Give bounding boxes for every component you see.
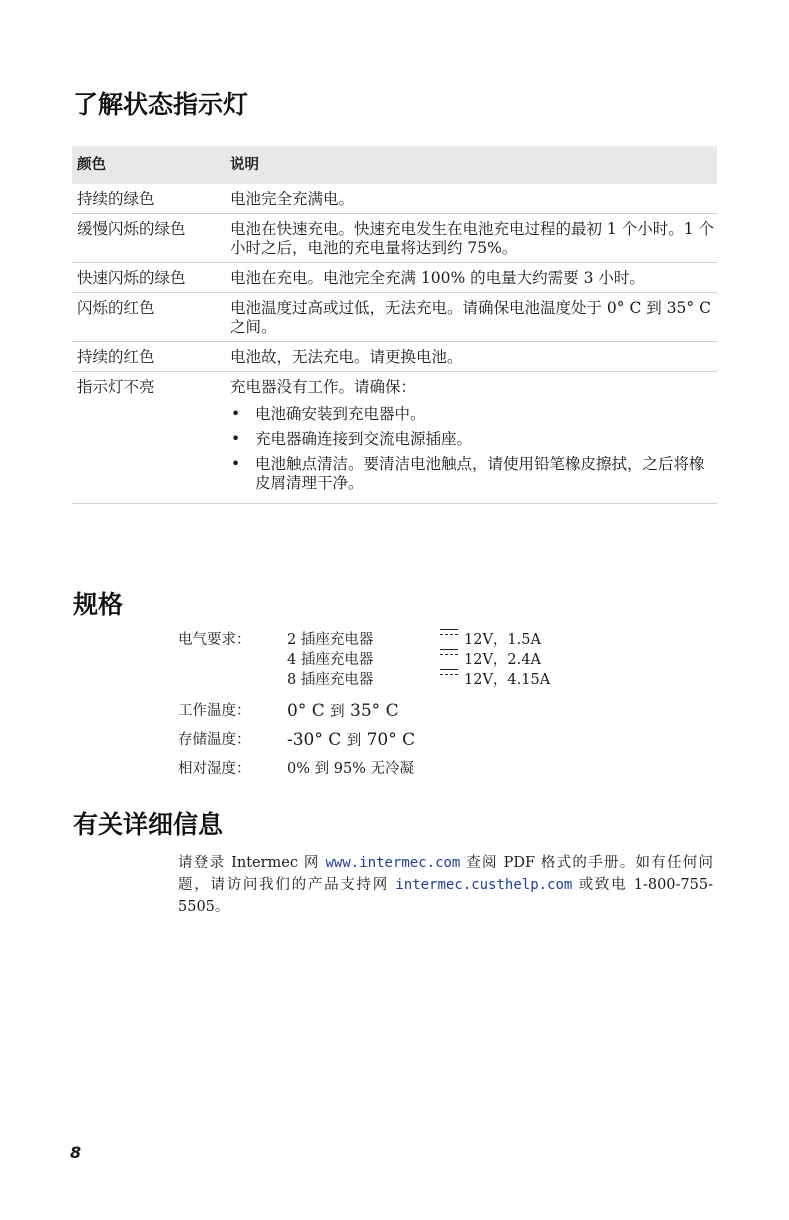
charger-rating: 12V，4.15A <box>464 672 551 688</box>
specs-block <box>178 630 550 779</box>
table-row <box>72 293 717 342</box>
temp-from: -30° C <box>287 730 342 750</box>
temp-to: 35° C <box>350 701 399 721</box>
temp-to-word: 到 <box>330 704 345 720</box>
spec-value: 0% 到 95% 无冷凝 <box>287 761 415 777</box>
spec-label: 相对湿度： <box>178 761 251 777</box>
spec-value <box>287 701 399 722</box>
list-item: • 电池触点清洁。要清洁电池触点，请使用铅笔橡皮擦拭，之后将橡皮屑清理干净。 <box>230 455 717 493</box>
charger-rating: 12V，2.4A <box>464 652 541 668</box>
spec-humidity <box>178 759 550 779</box>
row-description: 电池完全充满电。 <box>225 184 717 214</box>
spec-value <box>287 730 415 751</box>
temp-to-word: 到 <box>346 733 362 749</box>
status-section-title: 了解状态指示灯 <box>73 90 249 119</box>
bullet-list <box>230 405 717 493</box>
dc-current-icon <box>440 649 458 658</box>
info-section-title: 有关详细信息 <box>73 810 224 839</box>
info-paragraph <box>178 852 713 918</box>
dc-current-icon <box>440 669 458 678</box>
table-row <box>72 263 717 293</box>
spec-label: 工作温度： <box>178 703 251 719</box>
charger-name: 2 插座充电器 <box>287 632 374 648</box>
table-header-row <box>72 146 717 184</box>
row-description: 电池在充电。电池完全充满 100% 的电量大约需要 3 小时。 <box>225 263 717 293</box>
spec-label: 电气要求： <box>178 632 251 648</box>
table-row <box>72 342 717 372</box>
row-color: 指示灯不亮 <box>72 372 225 504</box>
spec-storage-temp <box>178 730 550 751</box>
row-description: 电池在快速充电。快速充电发生在电池充电过程的最初 1 个小时。1 个小时之后，电池的充电量将达到约 75%。 <box>225 214 717 263</box>
charger-line <box>287 670 550 690</box>
row-description <box>225 372 717 504</box>
charger-line <box>287 630 550 650</box>
temp-to: 70° C <box>366 730 416 750</box>
temp-from: 0° C <box>287 701 325 721</box>
list-item: • 充电器确连接到交流电源插座。 <box>230 430 717 449</box>
specs-section-title: 规格 <box>73 590 124 619</box>
charger-line <box>287 650 550 670</box>
support-website-link[interactable]: intermec.custhelp.com <box>395 877 573 893</box>
dc-current-icon <box>440 629 458 638</box>
spec-electrical <box>178 630 550 690</box>
intermec-website-link[interactable]: www.intermec.com <box>325 855 461 871</box>
table-row <box>72 184 717 214</box>
row-description: 电池温度过高或过低，无法充电。请确保电池温度处于 0° C 到 35° C 之间。 <box>225 293 717 342</box>
info-text: 请登录 Intermec 网 <box>178 855 326 871</box>
info-text: 或致电 1-800-755-5505。 <box>178 877 714 915</box>
spec-operating-temp <box>178 701 550 722</box>
row-description-text: 充电器没有工作。请确保： <box>230 378 417 396</box>
table-row <box>72 372 717 504</box>
charger-list <box>287 630 550 690</box>
charger-name: 4 插座充电器 <box>287 652 374 668</box>
charger-rating: 12V，1.5A <box>464 632 541 648</box>
status-light-table <box>72 146 717 504</box>
page-number: 8 <box>70 1143 82 1162</box>
row-color: 快速闪烁的绿色 <box>72 263 225 293</box>
header-description: 说明 <box>225 146 717 184</box>
row-color: 缓慢闪烁的绿色 <box>72 214 225 263</box>
list-item: • 电池确安装到充电器中。 <box>230 405 717 424</box>
row-color: 闪烁的红色 <box>72 293 225 342</box>
header-color: 颜色 <box>72 146 225 184</box>
spec-label: 存储温度： <box>178 732 251 748</box>
info-text: 查阅 PDF 格式的手册。如有任何问题，请访问我们的产品支持网 <box>178 855 713 893</box>
row-color: 持续的红色 <box>72 342 225 372</box>
table-row <box>72 214 717 263</box>
row-color: 持续的绿色 <box>72 184 225 214</box>
charger-name: 8 插座充电器 <box>287 672 374 688</box>
row-description: 电池故，无法充电。请更换电池。 <box>225 342 717 372</box>
